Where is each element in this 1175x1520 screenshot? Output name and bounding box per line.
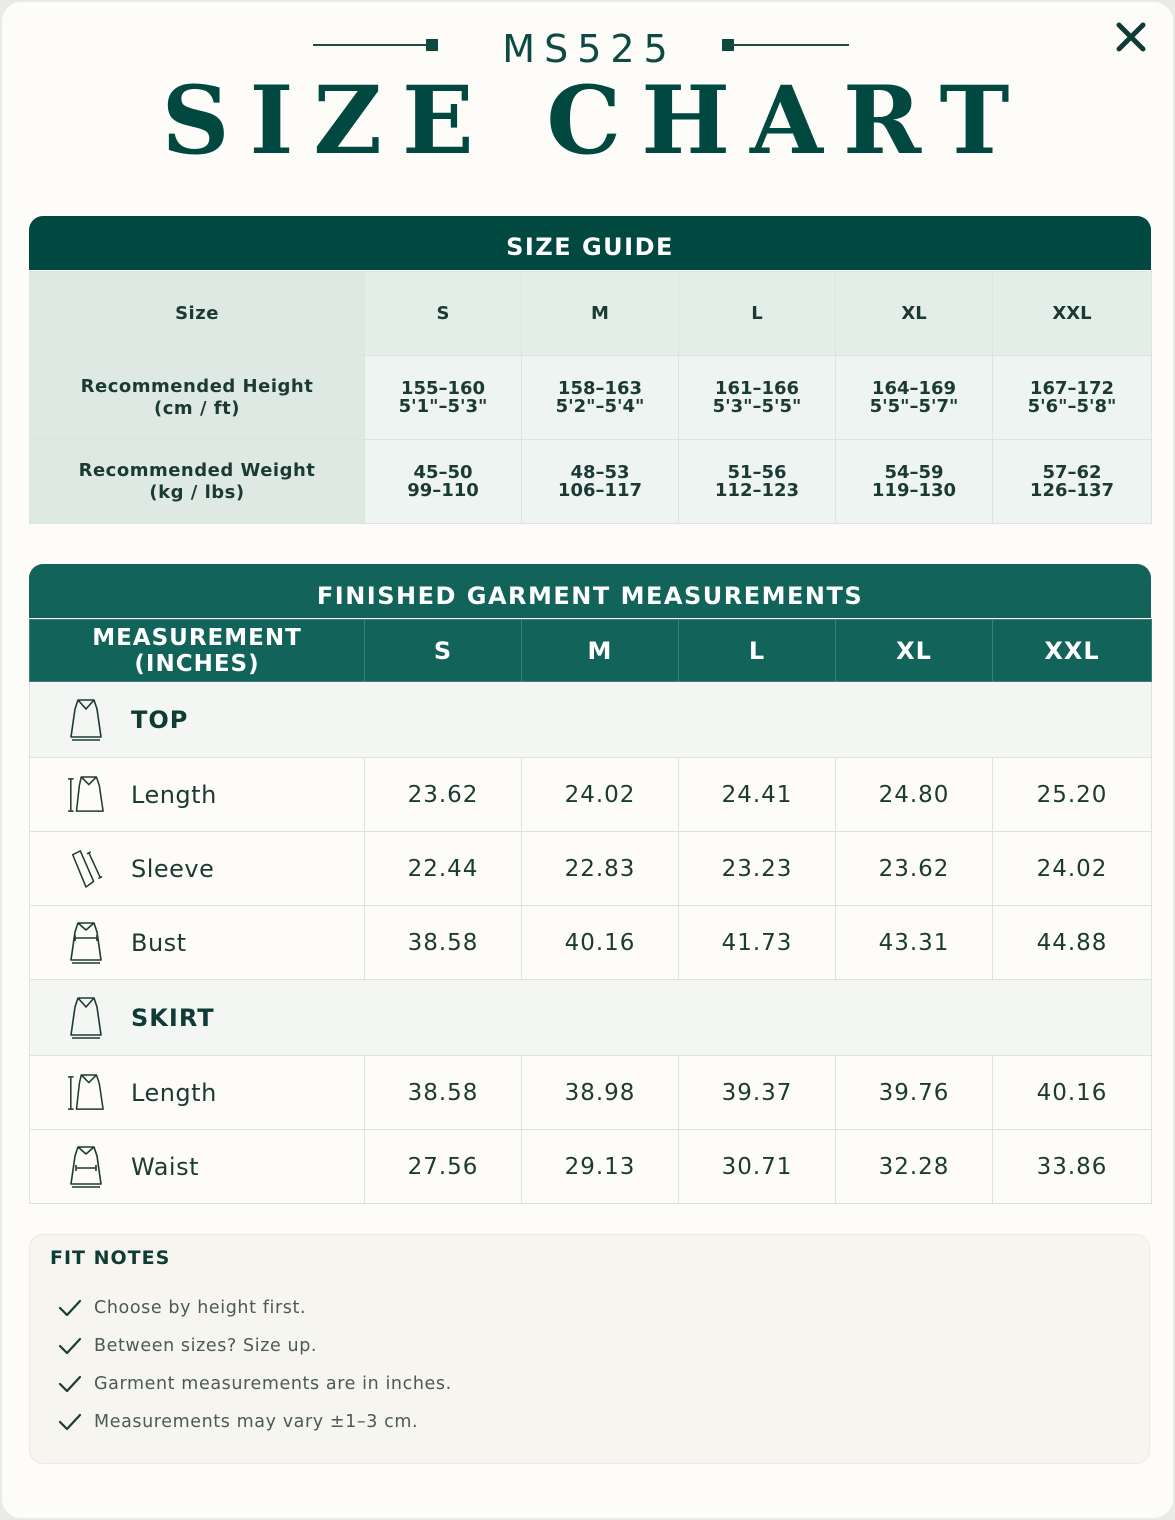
- size-chart-card: [1, 1, 1174, 1519]
- dress-icon: [67, 995, 105, 1041]
- list-item: [58, 1293, 306, 1323]
- row-label-sleeve: Sleeve: [131, 854, 215, 883]
- table-row: [30, 832, 1152, 906]
- value-cell: 38.58: [365, 1056, 522, 1130]
- checkmark-icon: [58, 1335, 82, 1357]
- size-guide-table: [29, 271, 1152, 524]
- weight-cell: 45–50 99–110: [365, 440, 522, 524]
- waist-icon: [67, 1144, 105, 1190]
- value-cell: 38.58: [365, 906, 522, 980]
- height-label: Recommended Height (cm / ft): [30, 356, 365, 440]
- section-title-skirt: SKIRT: [131, 1003, 215, 1032]
- value-cell: 23.62: [836, 832, 993, 906]
- weight-row: [30, 440, 1152, 524]
- fit-note-text: Between sizes? Size up.: [94, 1336, 318, 1356]
- list-item: [58, 1407, 418, 1437]
- height-cell: 161–166 5'3"–5'5": [679, 356, 836, 440]
- weight-cell: 54–59 119–130: [836, 440, 993, 524]
- row-label-bust: Bust: [131, 928, 187, 957]
- value-cell: 23.62: [365, 758, 522, 832]
- value-cell: 29.13: [522, 1130, 679, 1204]
- section-row-skirt: [30, 980, 1152, 1056]
- height-row: [30, 356, 1152, 440]
- table-row: [30, 1056, 1152, 1130]
- value-cell: 24.02: [993, 832, 1152, 906]
- size-header-m: M: [522, 272, 679, 356]
- bust-icon: [67, 920, 105, 966]
- size-header-l: L: [679, 272, 836, 356]
- size-guide-title: SIZE GUIDE: [506, 233, 674, 261]
- value-cell: 24.80: [836, 758, 993, 832]
- fit-note-text: Choose by height first.: [94, 1298, 307, 1318]
- row-label-skirt-length: Length: [131, 1078, 217, 1107]
- value-cell: 27.56: [365, 1130, 522, 1204]
- fit-notes-panel: [29, 1234, 1150, 1464]
- page-title: SIZE CHART: [161, 66, 1030, 176]
- length-icon: [67, 772, 105, 818]
- size-header-xl: XL: [836, 272, 993, 356]
- checkmark-icon: [58, 1411, 82, 1433]
- table-row: [30, 1130, 1152, 1204]
- product-code: MS525: [502, 27, 677, 71]
- row-label-top-length: Length: [131, 780, 217, 809]
- value-cell: 40.16: [522, 906, 679, 980]
- sleeve-icon: [67, 846, 105, 892]
- measurements-table: [29, 619, 1152, 1204]
- close-icon: [1114, 20, 1148, 54]
- meas-header-l: L: [679, 620, 836, 682]
- size-column-header: Size: [30, 272, 365, 356]
- section-row-top: [30, 682, 1152, 758]
- value-cell: 25.20: [993, 758, 1152, 832]
- value-cell: 22.83: [522, 832, 679, 906]
- close-button[interactable]: [1110, 16, 1152, 58]
- measurement-column-header: MEASUREMENT (INCHES): [30, 620, 365, 682]
- value-cell: 24.41: [679, 758, 836, 832]
- checkmark-icon: [58, 1297, 82, 1319]
- decorative-line-right: [730, 44, 849, 46]
- value-cell: 38.98: [522, 1056, 679, 1130]
- value-cell: 24.02: [522, 758, 679, 832]
- fit-notes-title: FIT NOTES: [50, 1247, 171, 1269]
- weight-label: Recommended Weight (kg / lbs): [30, 440, 365, 524]
- value-cell: 23.23: [679, 832, 836, 906]
- row-label-waist: Waist: [131, 1152, 199, 1181]
- meas-header-xxl: XXL: [993, 620, 1152, 682]
- value-cell: 22.44: [365, 832, 522, 906]
- height-cell: 164–169 5'5"–5'7": [836, 356, 993, 440]
- value-cell: 44.88: [993, 906, 1152, 980]
- size-header-xxl: XXL: [993, 272, 1152, 356]
- height-cell: 155–160 5'1"–5'3": [365, 356, 522, 440]
- meas-header-xl: XL: [836, 620, 993, 682]
- size-guide-header-row: [30, 272, 1152, 356]
- weight-cell: 57–62 126–137: [993, 440, 1152, 524]
- value-cell: 39.76: [836, 1056, 993, 1130]
- meas-header-s: S: [365, 620, 522, 682]
- section-title-top: TOP: [131, 705, 189, 734]
- fit-note-text: Measurements may vary ±1–3 cm.: [94, 1412, 419, 1432]
- height-cell: 167–172 5'6"–5'8": [993, 356, 1152, 440]
- list-item: [58, 1331, 317, 1361]
- weight-cell: 48–53 106–117: [522, 440, 679, 524]
- value-cell: 32.28: [836, 1130, 993, 1204]
- value-cell: 41.73: [679, 906, 836, 980]
- length-icon: [67, 1070, 105, 1116]
- size-header-s: S: [365, 272, 522, 356]
- measurements-header: [29, 564, 1151, 618]
- dress-icon: [67, 697, 105, 743]
- height-cell: 158–163 5'2"–5'4": [522, 356, 679, 440]
- measurements-header-row: [30, 620, 1152, 682]
- value-cell: 43.31: [836, 906, 993, 980]
- value-cell: 39.37: [679, 1056, 836, 1130]
- value-cell: 40.16: [993, 1056, 1152, 1130]
- measurements-title: FINISHED GARMENT MEASUREMENTS: [316, 582, 864, 610]
- meas-header-m: M: [522, 620, 679, 682]
- table-row: [30, 906, 1152, 980]
- value-cell: 30.71: [679, 1130, 836, 1204]
- list-item: [58, 1369, 452, 1399]
- checkmark-icon: [58, 1373, 82, 1395]
- size-guide-header: [29, 216, 1151, 270]
- value-cell: 33.86: [993, 1130, 1152, 1204]
- fit-note-text: Garment measurements are in inches.: [94, 1374, 452, 1394]
- table-row: [30, 758, 1152, 832]
- weight-cell: 51–56 112–123: [679, 440, 836, 524]
